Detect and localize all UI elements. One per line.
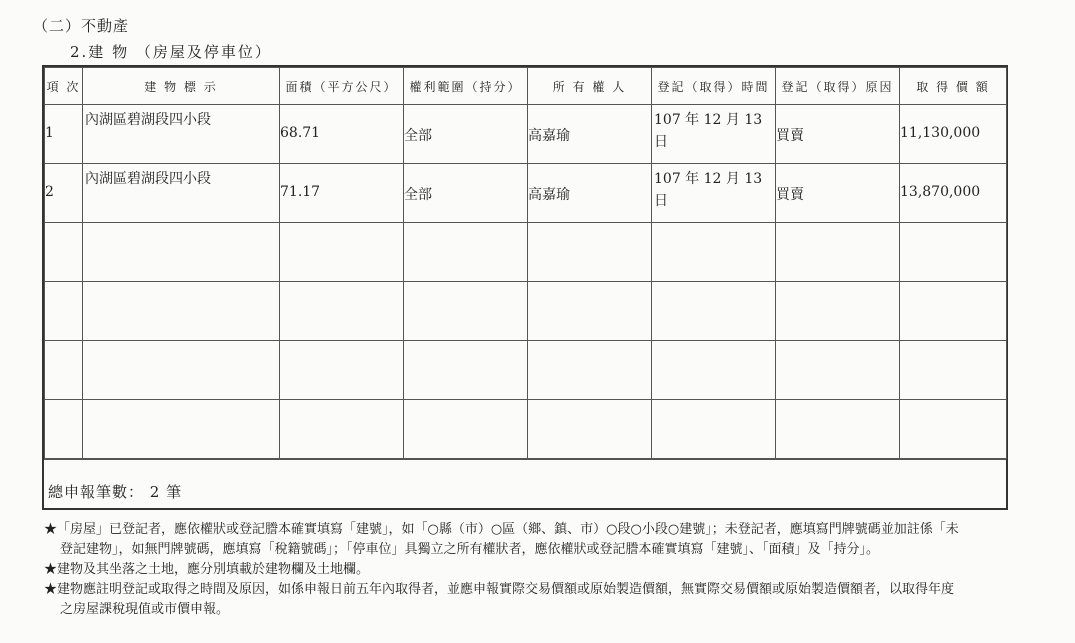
- building-table-frame: [42, 65, 1008, 510]
- row-no: 1: [45, 125, 54, 141]
- row-price: 13,870,000: [900, 184, 981, 200]
- row-reason: 買賣: [776, 128, 804, 144]
- row-area: 68.71: [280, 125, 321, 141]
- header-owner: 所 有 權 人: [528, 68, 652, 105]
- empty-row: [45, 400, 1007, 459]
- building-table: [44, 67, 1007, 459]
- row-owner: 高嘉瑜: [528, 128, 570, 144]
- row-scope: 全部: [404, 187, 432, 203]
- table-header-row: [45, 68, 1007, 105]
- empty-row: [45, 282, 1007, 341]
- row-area: 71.17: [280, 184, 321, 200]
- note-line: 之房屋課稅現值或市價申報。: [60, 602, 230, 617]
- table-row: [45, 105, 1007, 164]
- note-line: ★「房屋」已登記者，應依權狀或登記謄本確實填寫「建號」，如「○縣（市）○區（鄉、鎮、市）○段○小段○建號」；未登記者，應填寫門牌號碼並加註係「未: [44, 522, 959, 537]
- note-line: ★建物應註明登記或取得之時間及原因，如係申報日前五年內取得者，並應申報實際交易價額或原始製造價額，無實際交易價額或原始製造價額者，以取得年度: [44, 582, 955, 597]
- row-building: 內湖區碧湖段四小段: [85, 171, 211, 187]
- header-date: 登記（取得）時間: [652, 68, 776, 105]
- header-building: 建 物 標 示: [83, 68, 280, 105]
- empty-row: [45, 223, 1007, 282]
- header-area: 面積（平方公尺）: [280, 68, 404, 105]
- header-item-no: 項 次: [45, 68, 83, 105]
- total-row: [44, 459, 1006, 509]
- total-count: 總申報筆數： 2 筆: [48, 483, 183, 501]
- header-scope: 權利範圍（持分）: [404, 68, 528, 105]
- section-title: （二）不動產: [33, 17, 130, 35]
- row-date: 107 年 12 月 13 日: [654, 171, 763, 209]
- row-price: 11,130,000: [900, 125, 981, 141]
- empty-row: [45, 341, 1007, 400]
- note-line: 登記建物」，如無門牌號碼，應填寫「稅籍號碼」；「停車位」具獨立之所有權狀者，應依權狀或登記謄本確實填寫「建號」、「面積」及「持分」。: [60, 542, 880, 557]
- subsection-title: 2.建 物 （房屋及停車位）: [70, 43, 272, 61]
- table-row: [45, 164, 1007, 223]
- header-price: 取 得 價 額: [900, 68, 1007, 105]
- row-scope: 全部: [404, 128, 432, 144]
- row-reason: 買賣: [776, 187, 804, 203]
- row-date: 107 年 12 月 13 日: [654, 112, 763, 150]
- row-building: 內湖區碧湖段四小段: [85, 112, 211, 128]
- note-line: ★建物及其坐落之土地，應分別填載於建物欄及土地欄。: [44, 562, 370, 577]
- header-reason: 登記（取得）原因: [776, 68, 900, 105]
- row-no: 2: [45, 184, 54, 200]
- row-owner: 高嘉瑜: [528, 187, 570, 203]
- notes: [44, 520, 1024, 620]
